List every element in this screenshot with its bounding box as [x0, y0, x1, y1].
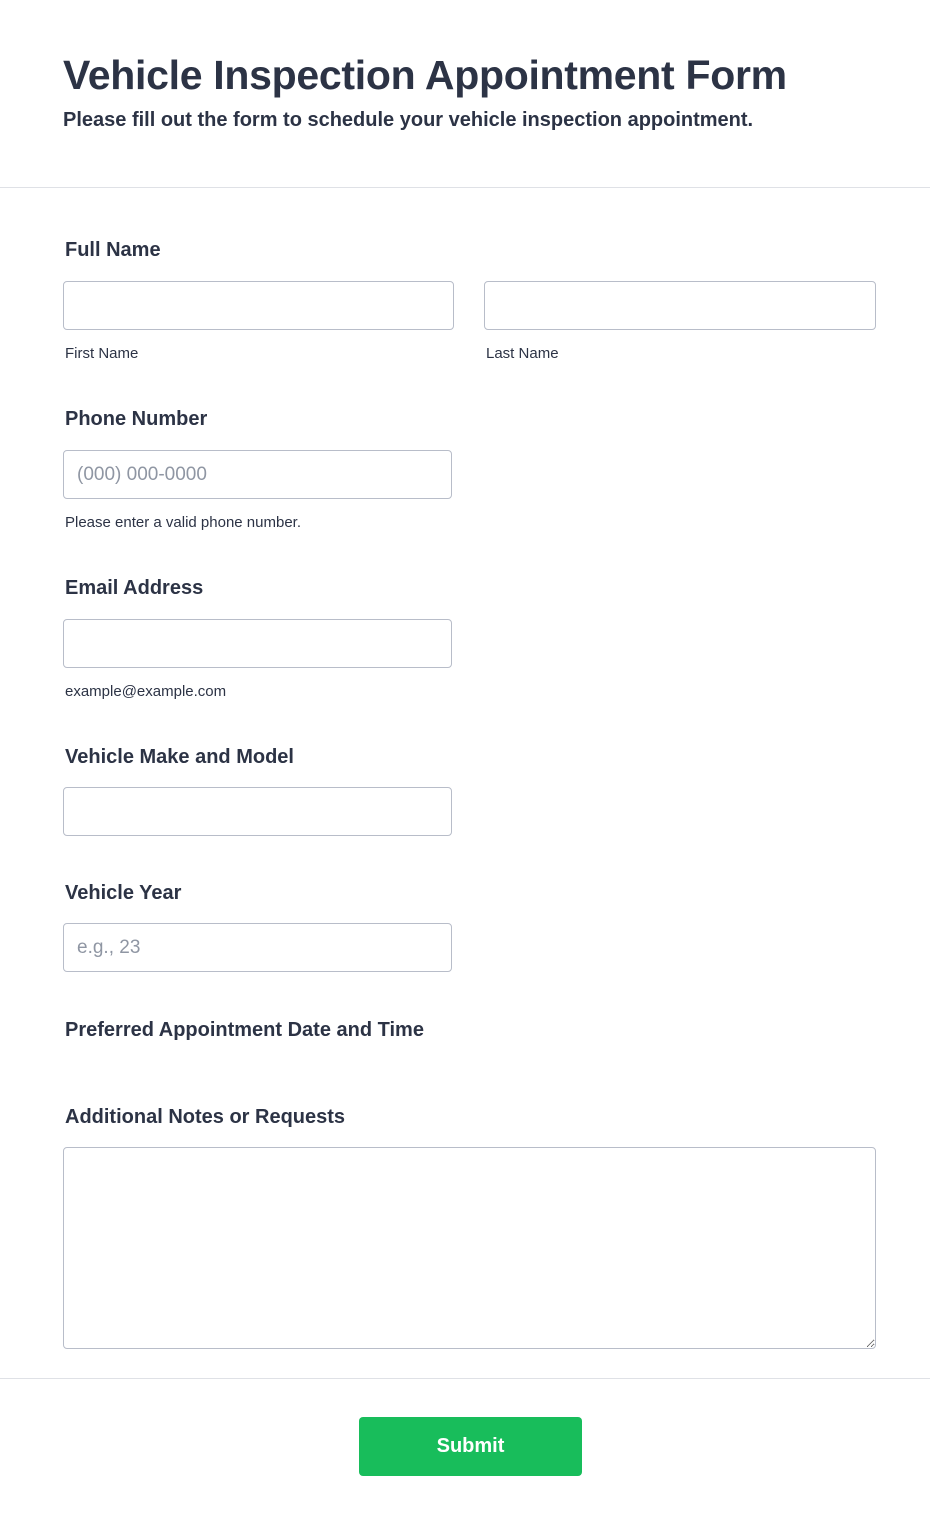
submit-button[interactable]: Submit: [359, 1417, 582, 1476]
email-address-input[interactable]: [63, 619, 452, 668]
form-title: Vehicle Inspection Appointment Form: [63, 52, 787, 98]
phone-number-input[interactable]: [63, 450, 452, 499]
phone-number-sublabel: Please enter a valid phone number.: [65, 514, 301, 531]
last-name-input[interactable]: [484, 281, 876, 330]
footer-divider: [0, 1378, 930, 1379]
phone-number-label: Phone Number: [65, 408, 208, 430]
vehicle-make-model-input[interactable]: [63, 787, 452, 836]
vehicle-year-label: Vehicle Year: [65, 882, 182, 904]
form-subtitle: Please fill out the form to schedule your vehicle inspection appointment.: [63, 109, 754, 131]
email-address-sublabel: example@example.com: [65, 683, 227, 700]
first-name-sublabel: First Name: [65, 345, 139, 362]
vehicle-make-model-label: Vehicle Make and Model: [65, 746, 294, 768]
additional-notes-label: Additional Notes or Requests: [65, 1106, 346, 1128]
email-address-label: Email Address: [65, 577, 204, 599]
additional-notes-textarea[interactable]: [63, 1147, 876, 1349]
vehicle-year-input[interactable]: [63, 923, 452, 972]
first-name-input[interactable]: [63, 281, 454, 330]
last-name-sublabel: Last Name: [486, 345, 559, 362]
form-header: [0, 0, 930, 188]
full-name-label: Full Name: [65, 239, 161, 261]
appointment-datetime-label: Preferred Appointment Date and Time: [65, 1019, 424, 1041]
